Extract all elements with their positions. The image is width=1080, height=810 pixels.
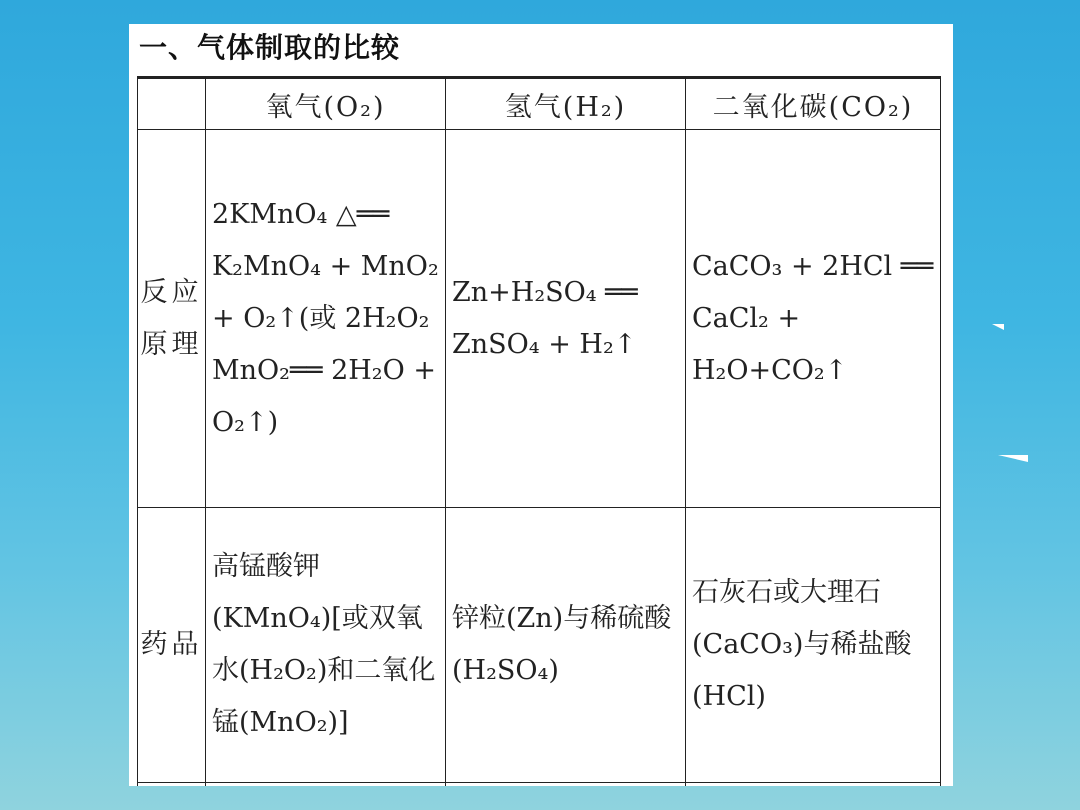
cell-empty bbox=[206, 783, 446, 787]
row-label-reagents: 药品 bbox=[138, 508, 206, 783]
comparison-table bbox=[137, 76, 941, 786]
cell-reagents-co2: 石灰石或大理石(CaCO₃)与稀盐酸(HCl) bbox=[686, 508, 941, 783]
column-header-oxygen: 氧气(O₂) bbox=[206, 78, 446, 130]
cell-empty bbox=[446, 783, 686, 787]
document-page bbox=[129, 24, 953, 786]
table-row bbox=[138, 130, 941, 508]
cell-principle-hydrogen: Zn+H₂SO₄ ══ ZnSO₄ + H₂↑ bbox=[446, 130, 686, 508]
table-header-row bbox=[138, 78, 941, 130]
cell-reagents-oxygen: 高锰酸钾(KMnO₄)[或双氧水(H₂O₂)和二氧化锰(MnO₂)] bbox=[206, 508, 446, 783]
column-header-co2: 二氧化碳(CO₂) bbox=[686, 78, 941, 130]
cell-principle-oxygen: 2KMnO₄ △══ K₂MnO₄ + MnO₂ + O₂↑(或 2H₂O₂ MnO₂══ 2H₂O + O₂↑) bbox=[206, 130, 446, 508]
row-label-principle: 反应原理 bbox=[138, 130, 206, 508]
decorative-arrow-shape bbox=[998, 455, 1028, 462]
section-heading: 一、气体制取的比较 bbox=[139, 31, 401, 64]
cell-empty bbox=[138, 783, 206, 787]
table-row-partial bbox=[138, 783, 941, 787]
cell-reagents-hydrogen: 锌粒(Zn)与稀硫酸(H₂SO₄) bbox=[446, 508, 686, 783]
cell-principle-co2: CaCO₃ + 2HCl ══ CaCl₂ + H₂O+CO₂↑ bbox=[686, 130, 941, 508]
corner-header bbox=[138, 78, 206, 130]
cell-empty bbox=[686, 783, 941, 787]
decorative-arrow-shape bbox=[992, 324, 1004, 330]
table-row bbox=[138, 508, 941, 783]
column-header-hydrogen: 氢气(H₂) bbox=[446, 78, 686, 130]
